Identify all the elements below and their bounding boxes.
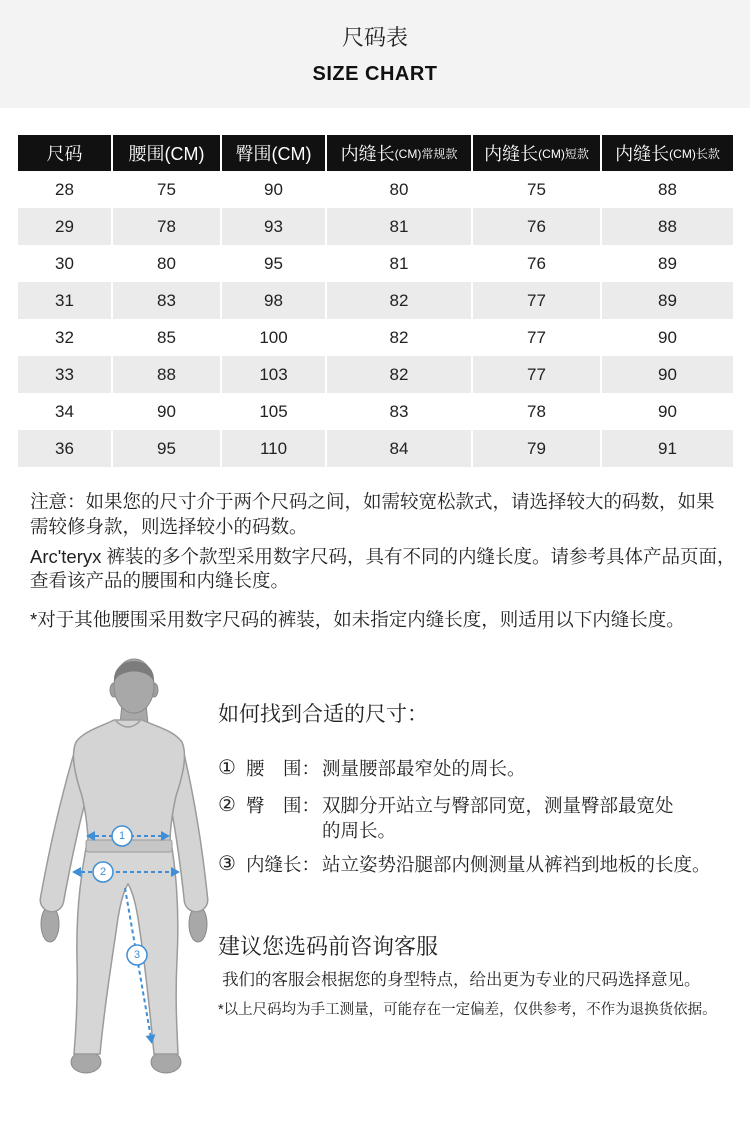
table-cell: 76 [527, 253, 546, 273]
table-cell: 90 [157, 401, 176, 421]
table-cell: 84 [327, 430, 471, 467]
guide-item-label: 腰 围： [246, 758, 321, 779]
table-cell: 81 [389, 253, 409, 273]
column-header-label: 臀围(CM) [235, 144, 312, 164]
table-cell: 95 [264, 253, 283, 273]
note-1-line-1: 注意：如果您的尺寸介于两个尺码之间，如需较宽松款式，请选择较大的码数，如果 [30, 491, 715, 512]
guide-item-label: 臀 围： [246, 795, 321, 816]
service-disclaimer: *以上尺码均为手工测量，可能存在一定偏差，仅供参考，不作为退换货依据。 [218, 1002, 717, 1018]
table-cell: 30 [55, 253, 74, 273]
table-cell: 34 [55, 401, 74, 421]
table-cell: 110 [222, 430, 325, 467]
pants [74, 848, 178, 1054]
column-header-label: 腰围(CM) [128, 144, 205, 164]
guide-item-number: ② [218, 794, 236, 816]
table-cell: 105 [259, 401, 288, 421]
guide-item-text [322, 852, 711, 877]
column-header [222, 135, 325, 171]
column-header-label: 内缝长 [484, 144, 539, 164]
table-cell: 100 [259, 327, 288, 347]
table-cell: 90 [658, 401, 677, 421]
table-cell: 82 [327, 356, 471, 393]
column-header-label: 尺码 [46, 144, 83, 164]
guide-item-waist [218, 756, 526, 781]
table-cell: 89 [658, 253, 677, 273]
table-cell: 76 [473, 208, 600, 245]
table-cell: 78 [113, 208, 220, 245]
column-header-sublabel: (CM)常规款 [394, 146, 458, 161]
waist-marker-number: 1 [118, 830, 126, 842]
column-header-sublabel: (CM)短款 [538, 146, 589, 161]
guide-item-label: 内缝长： [246, 854, 321, 875]
table-cell: 83 [113, 282, 220, 319]
table-cell: 36 [18, 430, 111, 467]
table-cell: 85 [157, 327, 176, 347]
guide-item-text [322, 756, 526, 781]
table-cell: 90 [264, 179, 283, 199]
guide-item-text-line: 的周长。 [322, 820, 397, 841]
page-title-cn: 尺码表 [341, 25, 408, 50]
table-cell: 28 [55, 179, 74, 199]
table-cell: 83 [389, 401, 409, 421]
table-cell: 77 [473, 282, 600, 319]
table-cell: 93 [222, 208, 325, 245]
table-cell: 88 [602, 208, 733, 245]
table-cell: 82 [327, 282, 471, 319]
note-2-line-1: Arc'teryx 裤装的多个款型采用数字尺码，具有不同的内缝长度。请参考具体产品页面， [30, 546, 736, 567]
column-header [18, 135, 111, 171]
table-cell: 81 [327, 208, 471, 245]
table-cell: 98 [222, 282, 325, 319]
guide-item-hip [218, 793, 674, 843]
table-cell: 75 [527, 179, 546, 199]
table-cell: 90 [602, 356, 733, 393]
column-header [473, 135, 600, 171]
note-1-line-2: 需较修身款，则选择较小的码数。 [30, 516, 308, 537]
table-cell: 79 [473, 430, 600, 467]
table-cell: 88 [113, 356, 220, 393]
table-cell: 89 [602, 282, 733, 319]
table-cell: 75 [157, 179, 176, 199]
column-header [602, 135, 733, 171]
torso-shirt [74, 720, 185, 844]
table-cell: 29 [18, 208, 111, 245]
page-title-en: SIZE CHART [312, 63, 438, 85]
column-header-sublabel: (CM)长款 [669, 146, 720, 161]
guide-item-number: ③ [218, 853, 236, 875]
human-body-figure [0, 640, 230, 1090]
guide-item-number: ① [218, 757, 236, 779]
guide-item-text-line: 站立姿势沿腿部内侧测量从裤裆到地板的长度。 [322, 854, 711, 875]
table-cell: 31 [18, 282, 111, 319]
guide-item-inseam [218, 852, 711, 877]
column-header [327, 135, 471, 171]
page-header [0, 0, 750, 108]
note-3-line-1: *对于其他腰围采用数字尺码的裤装，如未指定内缝长度，则适用以下内缝长度。 [30, 609, 685, 630]
table-cell: 80 [157, 253, 176, 273]
table-cell: 103 [222, 356, 325, 393]
column-header-label: 内缝长 [615, 144, 670, 164]
hip-marker-number: 2 [99, 866, 107, 878]
guide-title: 如何找到合适的尺寸： [218, 703, 428, 726]
inseam-marker-number: 3 [133, 949, 141, 961]
table-cell: 82 [389, 327, 409, 347]
guide-item-text-line: 双脚分开站立与臀部同宽，测量臀部最宽处 [322, 795, 674, 816]
note-2-line-2: 查看该产品的腰围和内缝长度。 [30, 570, 290, 591]
head-group [110, 659, 158, 724]
guide-item-text [322, 793, 674, 843]
table-cell: 78 [527, 401, 546, 421]
table-cell: 80 [389, 179, 409, 199]
table-cell: 95 [113, 430, 220, 467]
table-cell: 91 [602, 430, 733, 467]
table-cell: 90 [658, 327, 677, 347]
size-table [18, 135, 733, 467]
table-cell: 77 [473, 356, 600, 393]
table-cell: 88 [658, 179, 677, 199]
column-header [113, 135, 220, 171]
guide-item-text-line: 测量腰部最窄处的周长。 [322, 758, 526, 779]
column-header-label: 内缝长 [340, 144, 395, 164]
service-title: 建议您选码前咨询客服 [218, 934, 439, 959]
table-cell: 77 [527, 327, 546, 347]
table-cell: 33 [18, 356, 111, 393]
hip-arrow-left [72, 867, 81, 877]
service-text: 我们的客服会根据您的身型特点，给出更为专业的尺码选择意见。 [222, 971, 701, 989]
table-cell: 32 [55, 327, 74, 347]
